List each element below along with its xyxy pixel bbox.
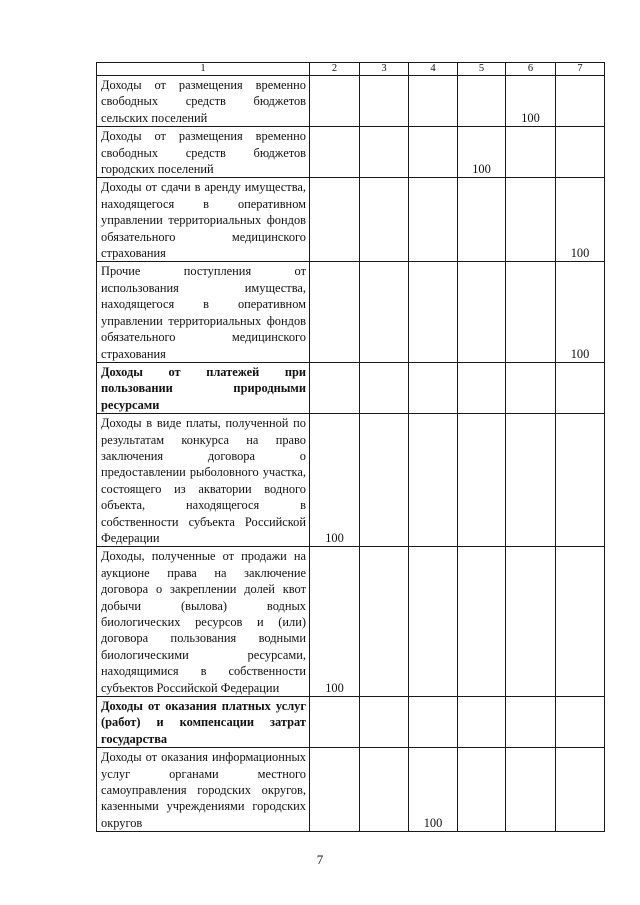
- cell-value: [556, 414, 605, 547]
- row-label: Прочие поступления от использования имущества, находящегося в оперативном управлении территориальных фондов обязательного медицинского страхования: [97, 262, 310, 362]
- table-row: [97, 697, 605, 748]
- cell-value: [458, 262, 506, 362]
- cell-value: [458, 76, 506, 127]
- cell-value: [360, 414, 409, 547]
- column-header: 4: [409, 63, 458, 76]
- cell-value: [409, 547, 458, 697]
- cell-value: [310, 748, 360, 832]
- column-header: 7: [556, 63, 605, 76]
- cell-value: [310, 178, 360, 262]
- cell-value: [310, 362, 360, 413]
- table-header-row: [97, 63, 605, 76]
- cell-value: [310, 262, 360, 362]
- column-header: 3: [360, 63, 409, 76]
- cell-value: [360, 748, 409, 832]
- cell-value: 100: [556, 178, 605, 262]
- cell-value: [360, 547, 409, 697]
- cell-value: [556, 697, 605, 748]
- cell-value: [360, 178, 409, 262]
- cell-value: [360, 262, 409, 362]
- row-label: Доходы от размещения временно свободных средств бюджетов городских поселений: [97, 127, 310, 178]
- cell-value: 100: [310, 414, 360, 547]
- table-row: [97, 748, 605, 832]
- table-row: [97, 76, 605, 127]
- column-header: 2: [310, 63, 360, 76]
- column-header: 6: [506, 63, 556, 76]
- cell-value: [360, 76, 409, 127]
- cell-value: 100: [556, 262, 605, 362]
- cell-value: [556, 127, 605, 178]
- row-label: Доходы, полученные от продажи на аукционе права на заключение договора о закреплении долей квот добычи (вылова) водных биологических ресурсов и (или) договора пользования водными биологическими ресурсами, находящимися в собственности субъектов Российской Федерации: [97, 547, 310, 697]
- cell-value: [458, 414, 506, 547]
- cell-value: [506, 127, 556, 178]
- cell-value: [556, 748, 605, 832]
- cell-value: [409, 76, 458, 127]
- row-label: Доходы от размещения временно свободных средств бюджетов сельских поселений: [97, 76, 310, 127]
- cell-value: [506, 547, 556, 697]
- cell-value: [360, 127, 409, 178]
- cell-value: [506, 262, 556, 362]
- section-heading: Доходы от оказания платных услуг (работ) и компенсации затрат государства: [97, 697, 310, 748]
- row-label: Доходы в виде платы, полученной по результатам конкурса на право заключения договора о предоставлении рыболовного участка, состоящего из акватории водного объекта, находящегося в собственности субъекта Российской Федерации: [97, 414, 310, 547]
- cell-value: [458, 178, 506, 262]
- cell-value: 100: [506, 76, 556, 127]
- row-label: Доходы от сдачи в аренду имущества, находящегося в оперативном управлении территориальных фондов обязательного медицинского страхования: [97, 178, 310, 262]
- cell-value: 100: [310, 547, 360, 697]
- cell-value: [506, 362, 556, 413]
- cell-value: [310, 127, 360, 178]
- table-row: [97, 262, 605, 362]
- cell-value: [556, 547, 605, 697]
- page-number: 7: [316, 852, 324, 867]
- cell-value: [409, 362, 458, 413]
- cell-value: [506, 414, 556, 547]
- table-row: [97, 547, 605, 697]
- budget-distribution-table: [96, 62, 605, 832]
- cell-value: [506, 697, 556, 748]
- cell-value: [458, 362, 506, 413]
- cell-value: [409, 178, 458, 262]
- cell-value: [409, 262, 458, 362]
- cell-value: [310, 697, 360, 748]
- cell-value: [409, 414, 458, 547]
- section-heading: Доходы от платежей при пользовании природными ресурсами: [97, 362, 310, 413]
- cell-value: 100: [458, 127, 506, 178]
- cell-value: [310, 76, 360, 127]
- table-row: [97, 178, 605, 262]
- cell-value: [506, 178, 556, 262]
- cell-value: [409, 697, 458, 748]
- column-header: 1: [97, 63, 310, 76]
- cell-value: 100: [409, 748, 458, 832]
- cell-value: [409, 127, 458, 178]
- cell-value: [360, 697, 409, 748]
- table-row: [97, 127, 605, 178]
- cell-value: [506, 748, 556, 832]
- cell-value: [458, 547, 506, 697]
- table-row: [97, 362, 605, 413]
- table-row: [97, 414, 605, 547]
- cell-value: [458, 748, 506, 832]
- cell-value: [556, 362, 605, 413]
- cell-value: [360, 362, 409, 413]
- row-label: Доходы от оказания информационных услуг органами местного самоуправления городских округов, казенными учреждениями городских округов: [97, 748, 310, 832]
- column-header: 5: [458, 63, 506, 76]
- cell-value: [458, 697, 506, 748]
- cell-value: [556, 76, 605, 127]
